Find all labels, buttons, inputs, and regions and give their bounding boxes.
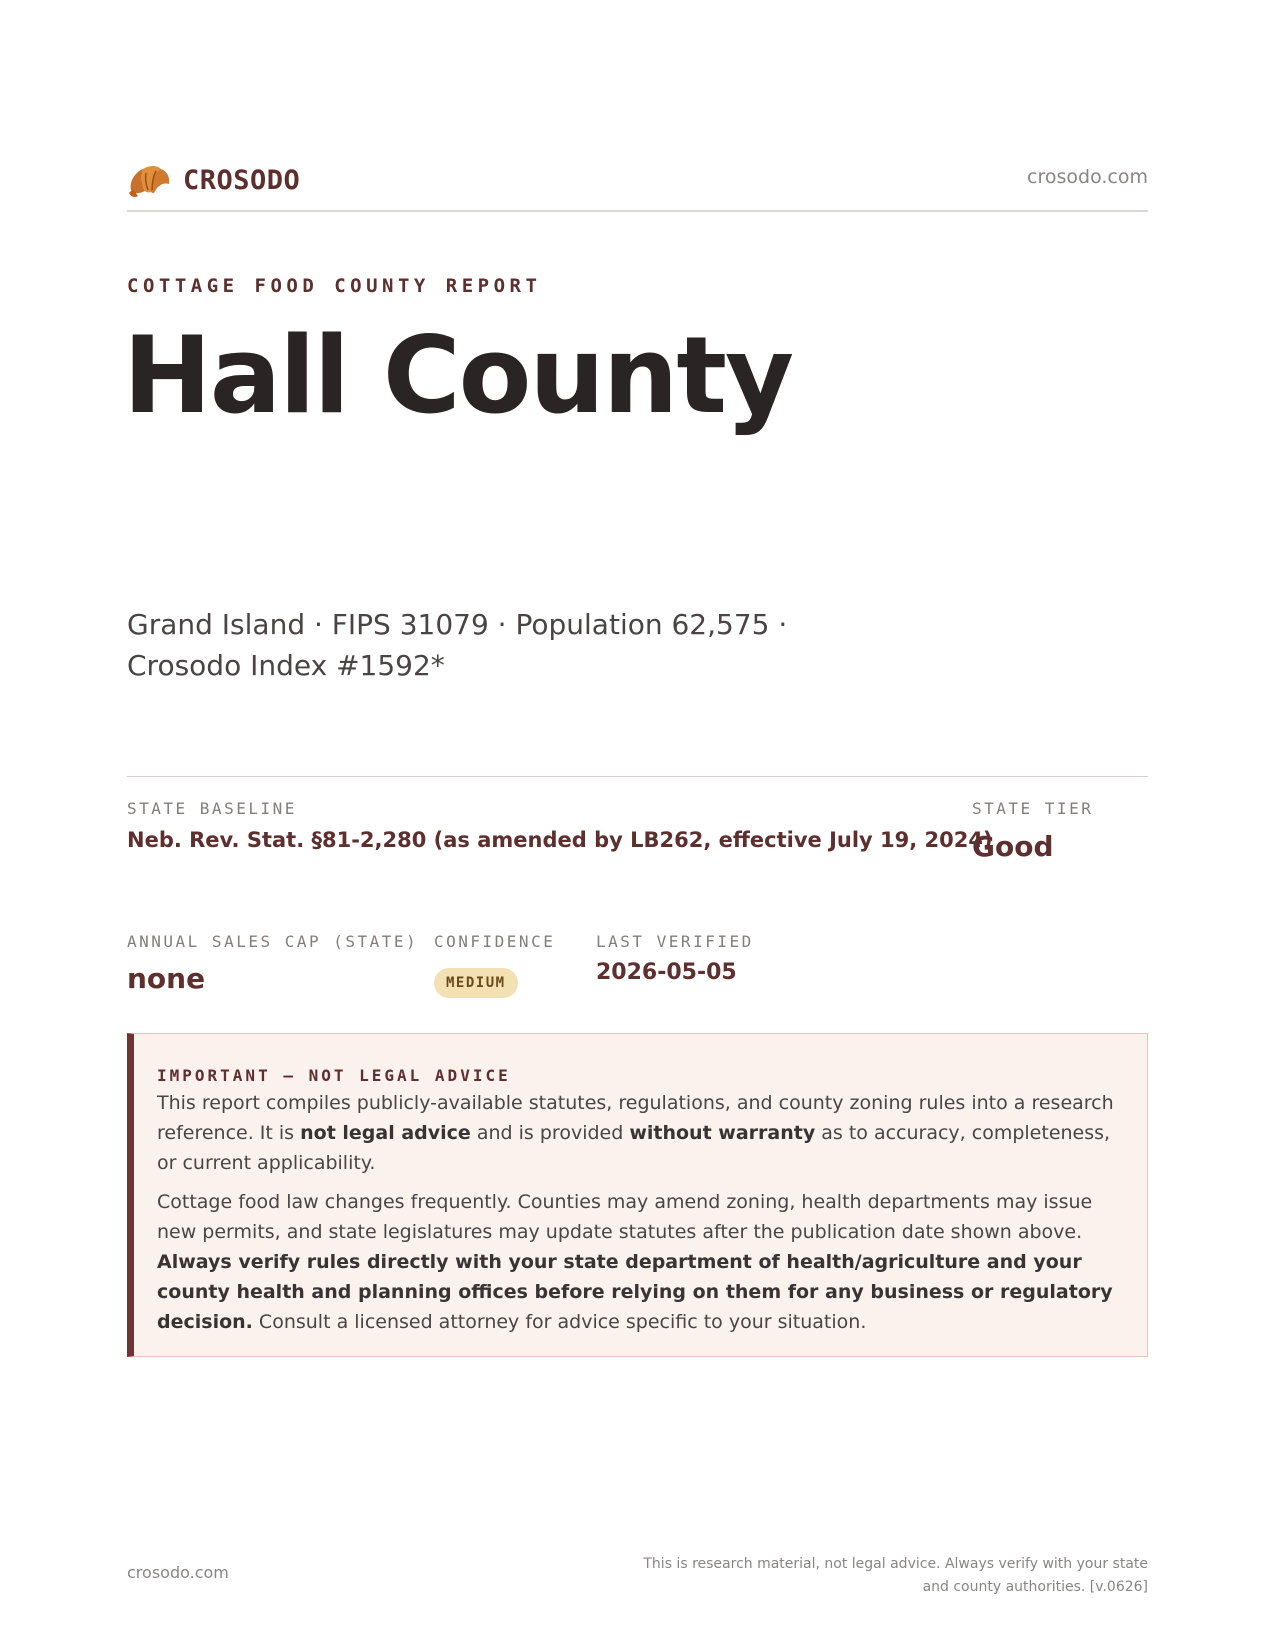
confidence-badge: MEDIUM xyxy=(434,968,518,998)
emphasis: without warranty xyxy=(629,1122,816,1144)
confidence-label: CONFIDENCE xyxy=(434,932,556,951)
emphasis: not legal advice xyxy=(300,1122,471,1144)
disclaimer-callout xyxy=(127,1033,1148,1357)
text-run: as to accuracy, completeness, or current applicability. xyxy=(157,1122,1111,1174)
page-header xyxy=(127,156,1148,212)
disclaimer-title: IMPORTANT — NOT LEGAL ADVICE xyxy=(157,1066,511,1085)
footer-line-2: and county authorities. [v.0626] xyxy=(922,1579,1148,1595)
sales-cap-value: none xyxy=(127,962,206,995)
page-title: Hall County xyxy=(123,314,793,437)
footer-disclaimer xyxy=(628,1553,1148,1599)
report-kicker: COTTAGE FOOD COUNTY REPORT xyxy=(127,275,542,297)
state-baseline-label: STATE BASELINE xyxy=(127,799,297,818)
state-baseline-value: Neb. Rev. Stat. §81-2,280 (as amended by LB262, effective July 19, 2024) xyxy=(127,828,993,852)
header-url[interactable]: crosodo.com xyxy=(1027,166,1148,188)
text-run: and is provided xyxy=(470,1122,630,1144)
footer-line-1: This is research material, not legal advice. Always verify with your state xyxy=(643,1556,1148,1572)
text-run: Cottage food law changes frequently. Counties may amend zoning, health departments may issue new permits, and state legislatures may update statutes after the publication date shown above. xyxy=(157,1191,1093,1243)
section-divider xyxy=(127,776,1148,777)
last-verified-value: 2026-05-05 xyxy=(596,960,737,985)
brand[interactable] xyxy=(127,160,300,200)
last-verified-label: LAST VERIFIED xyxy=(596,932,754,951)
text-run: This report compiles publicly-available statutes, regulations, and county zoning rules into a research reference. It is xyxy=(157,1092,1114,1144)
text-run: Consult a licensed attorney for advice specific to your situation. xyxy=(252,1311,867,1333)
report-page xyxy=(123,0,1148,1650)
state-tier-label: STATE TIER xyxy=(972,799,1094,818)
report-subtitle: Grand Island · FIPS 31079 · Population 62,575 · Crosodo Index #1592* xyxy=(127,608,788,682)
croissant-icon xyxy=(127,160,171,200)
footer-url[interactable]: crosodo.com xyxy=(127,1563,229,1582)
emphasis: Always verify rules directly with your state department of health/agriculture and your county health and planning offices before relying on them for any business or regulatory decision. xyxy=(157,1251,1113,1333)
sales-cap-label: ANNUAL SALES CAP (STATE) xyxy=(127,932,419,951)
disclaimer-paragraph-2 xyxy=(157,1187,1127,1337)
brand-name: CROSODO xyxy=(183,164,301,196)
disclaimer-paragraph-1 xyxy=(157,1088,1127,1178)
state-tier-value: Good xyxy=(972,830,1054,863)
